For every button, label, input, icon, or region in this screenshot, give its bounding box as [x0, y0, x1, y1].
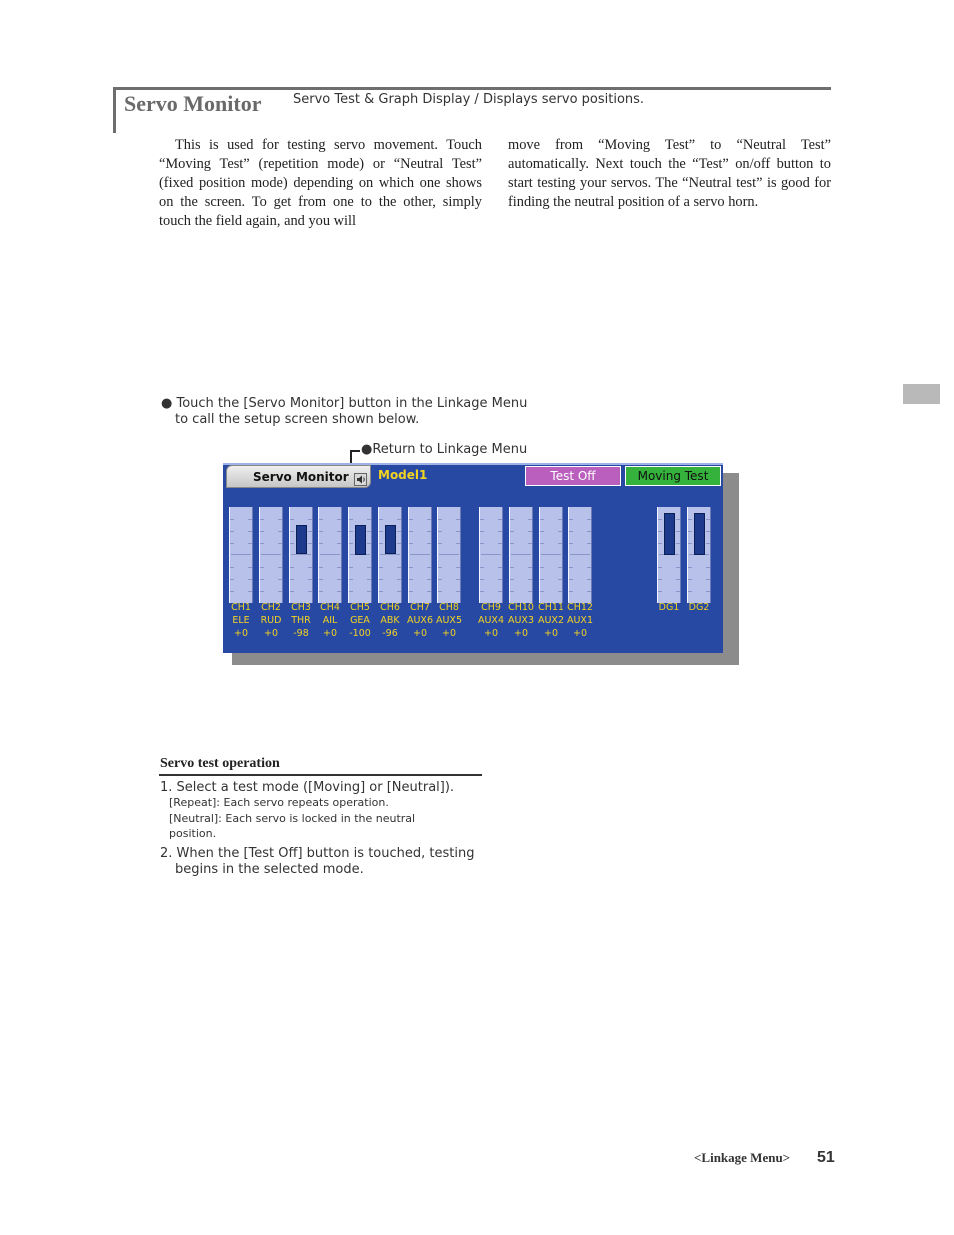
column-tick	[308, 579, 312, 580]
column-tick	[290, 579, 294, 580]
column-tick	[688, 591, 692, 592]
column-tick	[278, 579, 282, 580]
column-tick	[438, 591, 442, 592]
column-tick	[706, 567, 710, 568]
column-tick	[367, 579, 371, 580]
channel-label: CH8	[439, 602, 459, 613]
section-rule	[159, 774, 482, 776]
channel-label: CH12	[567, 602, 593, 613]
servo-position-indicator	[296, 525, 307, 554]
column-tick	[397, 579, 401, 580]
column-tick	[260, 579, 264, 580]
column-tick	[248, 519, 252, 520]
channel-value: -100	[349, 628, 371, 639]
column-tick	[260, 519, 264, 520]
digital-state-indicator	[694, 513, 705, 555]
servo-column-ch1	[229, 507, 253, 603]
servo-monitor-tab-label: Servo Monitor	[253, 470, 349, 484]
column-tick	[528, 519, 532, 520]
column-tick	[349, 531, 353, 532]
column-tick	[510, 519, 514, 520]
column-tick	[379, 543, 383, 544]
channel-label: CH1	[231, 602, 251, 613]
column-tick	[379, 519, 383, 520]
column-tick	[569, 531, 573, 532]
header-rule-top	[113, 87, 831, 90]
footer-section-name: <Linkage Menu>	[694, 1150, 791, 1165]
channel-value: +0	[412, 628, 427, 639]
channel-label: CH10	[508, 602, 534, 613]
column-tick	[409, 519, 413, 520]
column-tick	[397, 567, 401, 568]
column-tick	[230, 567, 234, 568]
column-center-line	[410, 554, 430, 555]
servo-monitor-screen	[223, 463, 723, 653]
column-tick	[528, 591, 532, 592]
column-tick	[367, 531, 371, 532]
page-number: 51	[817, 1149, 835, 1166]
column-tick	[319, 579, 323, 580]
column-tick	[409, 567, 413, 568]
column-tick	[367, 543, 371, 544]
callout-line-horizontal	[350, 450, 360, 452]
column-tick	[558, 591, 562, 592]
column-tick	[248, 579, 252, 580]
column-tick	[427, 579, 431, 580]
column-tick	[706, 579, 710, 580]
column-tick	[308, 531, 312, 532]
column-tick	[569, 567, 573, 568]
column-center-line	[291, 554, 311, 555]
column-tick	[379, 591, 383, 592]
column-tick	[349, 543, 353, 544]
column-center-line	[570, 554, 590, 555]
column-tick	[688, 531, 692, 532]
servo-column-ch9	[479, 507, 503, 603]
column-tick	[337, 567, 341, 568]
column-tick	[379, 579, 383, 580]
model-name: Model1	[378, 468, 428, 482]
header-rule-left	[113, 87, 116, 133]
column-tick	[558, 579, 562, 580]
function-label: AUX1	[566, 615, 593, 626]
function-label: AUX6	[406, 615, 433, 626]
column-tick	[706, 543, 710, 544]
servo-column-ch12	[568, 507, 592, 603]
column-tick	[397, 543, 401, 544]
column-tick	[367, 567, 371, 568]
intro-paragraph-right: move from “Moving Test” to “Neutral Test” automatically. Next touch the “Test” on/off button to start testing your servos. The “Neutral test” is good for finding the neutral position of a servo horn.	[508, 137, 831, 210]
column-tick	[427, 567, 431, 568]
column-tick	[278, 543, 282, 544]
column-tick	[427, 531, 431, 532]
column-tick	[676, 567, 680, 568]
column-tick	[248, 543, 252, 544]
servo-column-ch7	[408, 507, 432, 603]
column-tick	[456, 543, 460, 544]
column-tick	[230, 519, 234, 520]
channel-value: +0	[543, 628, 558, 639]
column-tick	[540, 543, 544, 544]
column-tick	[510, 543, 514, 544]
column-tick	[308, 519, 312, 520]
column-tick	[480, 519, 484, 520]
digital-channel-label: DG1	[658, 602, 680, 613]
servo-column-dg2	[687, 507, 711, 603]
column-tick	[688, 567, 692, 568]
column-tick	[409, 591, 413, 592]
channel-value: +0	[322, 628, 337, 639]
function-label: ABK	[380, 615, 400, 626]
column-tick	[230, 579, 234, 580]
channel-value: +0	[513, 628, 528, 639]
channel-label: CH4	[320, 602, 340, 613]
column-tick	[349, 591, 353, 592]
servo-column-ch4	[318, 507, 342, 603]
column-tick	[658, 579, 662, 580]
channel-label: CH9	[481, 602, 501, 613]
instruction-line-1: ● Touch the [Servo Monitor] button in the Linkage Menu	[161, 396, 528, 411]
column-tick	[587, 579, 591, 580]
column-tick	[658, 591, 662, 592]
column-tick	[438, 519, 442, 520]
column-tick	[278, 567, 282, 568]
column-tick	[427, 591, 431, 592]
column-tick	[308, 567, 312, 568]
column-tick	[278, 591, 282, 592]
column-tick	[456, 531, 460, 532]
column-tick	[290, 519, 294, 520]
column-tick	[706, 531, 710, 532]
column-tick	[688, 543, 692, 544]
function-label: AUX2	[537, 615, 564, 626]
column-tick	[569, 579, 573, 580]
channel-value: +0	[263, 628, 278, 639]
column-tick	[706, 591, 710, 592]
column-tick	[658, 531, 662, 532]
channel-label: CH5	[350, 602, 370, 613]
column-tick	[319, 591, 323, 592]
column-tick	[278, 519, 282, 520]
page-title: Servo Monitor	[124, 91, 262, 116]
page-subtitle: Servo Test & Graph Display / Displays servo positions.	[293, 92, 645, 107]
speaker-icon	[354, 471, 367, 484]
step-2: 2. When the [Test Off] button is touched, testing	[160, 846, 475, 861]
column-tick	[230, 543, 234, 544]
chapter-tab-marker	[903, 384, 940, 404]
column-tick	[688, 579, 692, 580]
column-tick	[676, 579, 680, 580]
column-tick	[260, 567, 264, 568]
function-label: AUX5	[435, 615, 462, 626]
column-tick	[498, 591, 502, 592]
column-tick	[260, 543, 264, 544]
column-tick	[379, 567, 383, 568]
servo-column-ch11	[539, 507, 563, 603]
servo-column-dg1	[657, 507, 681, 603]
instruction-line-2: to call the setup screen shown below.	[175, 412, 420, 427]
column-tick	[540, 567, 544, 568]
column-tick	[290, 567, 294, 568]
column-tick	[587, 531, 591, 532]
servo-position-indicator	[385, 525, 396, 554]
column-tick	[367, 519, 371, 520]
column-tick	[480, 567, 484, 568]
column-tick	[498, 543, 502, 544]
function-label: THR	[291, 615, 311, 626]
column-tick	[409, 543, 413, 544]
moving-test-button[interactable]: Moving Test	[625, 466, 721, 486]
column-tick	[427, 519, 431, 520]
servo-column-ch10	[509, 507, 533, 603]
column-center-line	[541, 554, 561, 555]
column-tick	[248, 531, 252, 532]
column-tick	[290, 543, 294, 544]
column-tick	[558, 567, 562, 568]
column-tick	[540, 519, 544, 520]
column-tick	[248, 567, 252, 568]
column-tick	[540, 579, 544, 580]
column-tick	[676, 591, 680, 592]
column-center-line	[439, 554, 459, 555]
column-tick	[558, 519, 562, 520]
column-tick	[676, 519, 680, 520]
column-tick	[319, 531, 323, 532]
column-tick	[540, 591, 544, 592]
column-tick	[498, 567, 502, 568]
column-tick	[260, 591, 264, 592]
channel-value: -96	[382, 628, 398, 639]
column-tick	[260, 531, 264, 532]
column-tick	[510, 531, 514, 532]
channel-label: CH7	[410, 602, 430, 613]
column-tick	[308, 591, 312, 592]
channel-label: CH3	[291, 602, 311, 613]
column-tick	[480, 591, 484, 592]
column-tick	[688, 519, 692, 520]
column-tick	[528, 579, 532, 580]
column-tick	[587, 543, 591, 544]
column-center-line	[320, 554, 340, 555]
step-1: 1. Select a test mode ([Moving] or [Neutral]).	[160, 780, 455, 795]
channel-value: -98	[293, 628, 309, 639]
column-tick	[397, 591, 401, 592]
column-tick	[558, 543, 562, 544]
column-tick	[480, 543, 484, 544]
column-tick	[319, 519, 323, 520]
section-title: Servo test operation	[160, 756, 280, 771]
channel-label: CH2	[261, 602, 281, 613]
column-tick	[290, 531, 294, 532]
column-tick	[569, 519, 573, 520]
channel-value: +0	[572, 628, 587, 639]
column-tick	[337, 579, 341, 580]
function-label: AUX3	[507, 615, 534, 626]
channel-label: CH6	[380, 602, 400, 613]
digital-state-indicator	[664, 513, 675, 555]
column-tick	[498, 531, 502, 532]
column-tick	[438, 579, 442, 580]
step-1-repeat: [Repeat]: Each servo repeats operation.	[169, 796, 389, 809]
column-tick	[397, 531, 401, 532]
column-tick	[587, 567, 591, 568]
column-tick	[456, 567, 460, 568]
column-tick	[569, 591, 573, 592]
column-tick	[438, 531, 442, 532]
column-tick	[558, 531, 562, 532]
channel-value: +0	[233, 628, 248, 639]
servo-column-ch8	[437, 507, 461, 603]
column-tick	[480, 531, 484, 532]
column-center-line	[380, 554, 400, 555]
column-center-line	[261, 554, 281, 555]
column-tick	[528, 543, 532, 544]
column-center-line	[481, 554, 501, 555]
column-tick	[456, 591, 460, 592]
column-tick	[498, 519, 502, 520]
column-center-line	[231, 554, 251, 555]
column-tick	[308, 543, 312, 544]
test-off-button[interactable]: Test Off	[525, 466, 621, 486]
column-tick	[427, 543, 431, 544]
column-tick	[248, 591, 252, 592]
function-label: AUX4	[477, 615, 504, 626]
column-tick	[349, 579, 353, 580]
column-tick	[230, 591, 234, 592]
column-tick	[409, 579, 413, 580]
function-label: AIL	[322, 615, 338, 626]
servo-column-ch5	[348, 507, 372, 603]
column-tick	[706, 519, 710, 520]
column-tick	[480, 579, 484, 580]
intro-paragraph-left: This is used for testing servo movement. Touch “Moving Test” (repetition mode) or “Neutral Test” (fixed position mode) depending on which one shows on the screen. To get from one to the other, simply touch the field again, and you will	[159, 137, 482, 229]
column-tick	[510, 579, 514, 580]
column-tick	[587, 591, 591, 592]
column-tick	[510, 567, 514, 568]
servo-column-ch2	[259, 507, 283, 603]
column-tick	[456, 579, 460, 580]
servo-monitor-tab-button[interactable]	[226, 465, 371, 488]
step-2-cont: begins in the selected mode.	[175, 862, 364, 877]
column-tick	[658, 543, 662, 544]
step-1-neutral: [Neutral]: Each servo is locked in the neutral	[169, 812, 416, 825]
column-tick	[438, 567, 442, 568]
column-tick	[337, 543, 341, 544]
function-label: RUD	[260, 615, 282, 626]
column-tick	[367, 591, 371, 592]
channel-label: CH11	[538, 602, 564, 613]
servo-column-ch3	[289, 507, 313, 603]
servo-position-indicator	[355, 525, 366, 555]
column-tick	[438, 543, 442, 544]
column-tick	[278, 531, 282, 532]
column-tick	[230, 531, 234, 532]
column-tick	[319, 567, 323, 568]
column-tick	[569, 543, 573, 544]
column-tick	[676, 543, 680, 544]
channel-value: +0	[441, 628, 456, 639]
column-tick	[319, 543, 323, 544]
column-tick	[397, 519, 401, 520]
function-label: GEA	[350, 615, 370, 626]
column-tick	[409, 531, 413, 532]
column-tick	[379, 531, 383, 532]
column-center-line	[511, 554, 531, 555]
column-tick	[337, 519, 341, 520]
column-tick	[337, 591, 341, 592]
column-tick	[528, 567, 532, 568]
channel-value: +0	[483, 628, 498, 639]
servo-column-ch6	[378, 507, 402, 603]
column-tick	[349, 519, 353, 520]
column-tick	[528, 531, 532, 532]
column-tick	[658, 567, 662, 568]
column-tick	[290, 591, 294, 592]
column-tick	[540, 531, 544, 532]
column-tick	[510, 591, 514, 592]
digital-channel-label: DG2	[688, 602, 710, 613]
callout-return-label: ●Return to Linkage Menu	[361, 442, 528, 457]
column-tick	[456, 519, 460, 520]
function-label: ELE	[232, 615, 250, 626]
column-tick	[337, 531, 341, 532]
step-1-neutral-cont: position.	[169, 827, 217, 840]
column-tick	[587, 519, 591, 520]
column-tick	[498, 579, 502, 580]
column-tick	[658, 519, 662, 520]
column-tick	[676, 531, 680, 532]
column-tick	[349, 567, 353, 568]
